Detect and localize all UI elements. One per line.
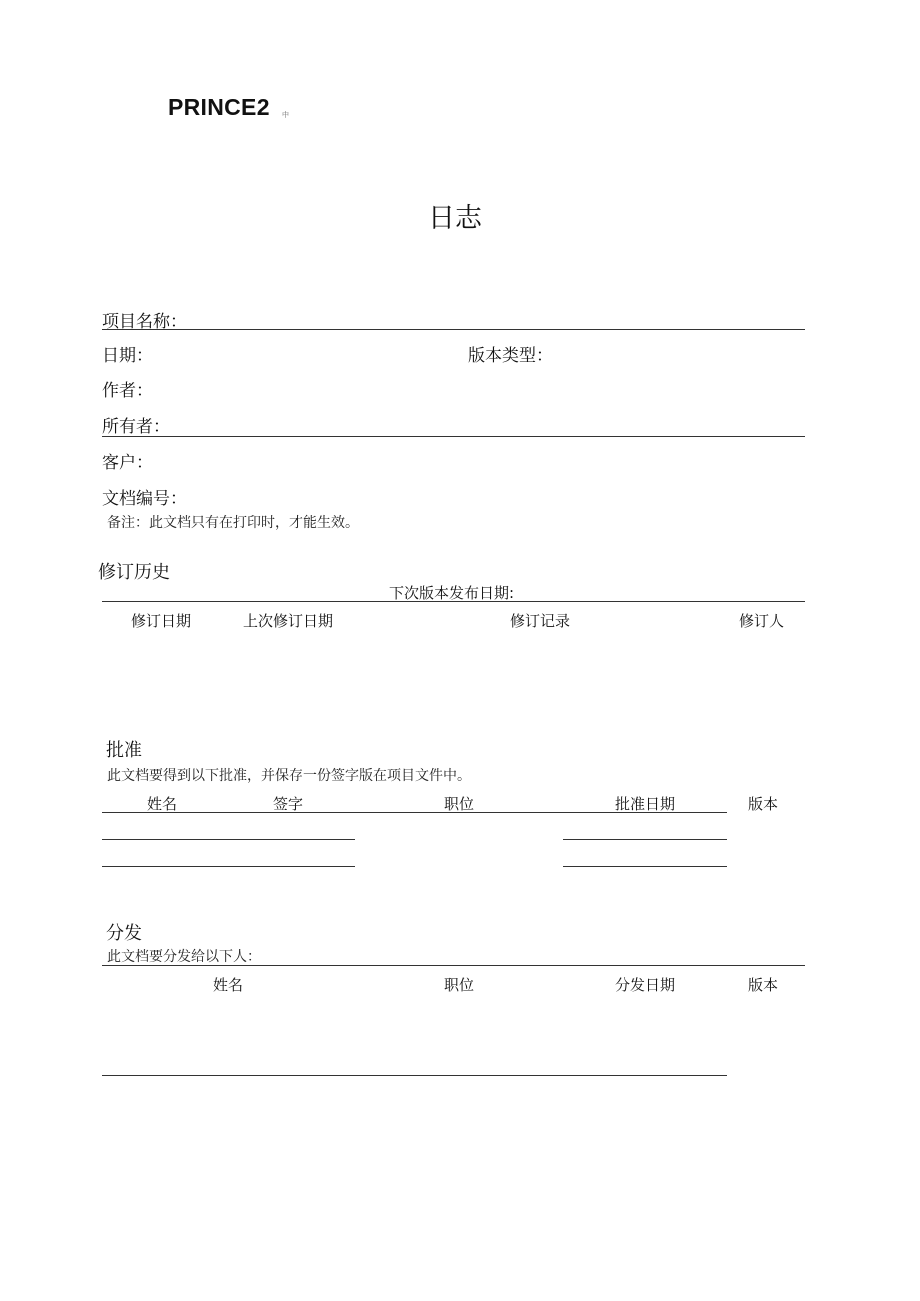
approval-description: 此文档要得到以下批准，并保存一份签字版在项目文件中。 [107, 768, 471, 784]
logo-text: PRINCE2 [168, 94, 270, 120]
revision-col-date: 修订日期 [131, 612, 192, 630]
signature-line [102, 866, 355, 867]
logo-mark: 中 [282, 111, 289, 119]
version-type-label: 版本类型： [468, 346, 553, 366]
divider-line [102, 601, 805, 602]
divider-line [102, 436, 805, 437]
date-line [563, 839, 727, 840]
author-label: 作者： [102, 381, 153, 401]
date-line [563, 866, 727, 867]
revision-col-reviser: 修订人 [739, 612, 785, 630]
approval-col-signature: 签字 [273, 795, 304, 813]
approval-heading: 批准 [106, 740, 142, 761]
revision-history-heading: 修订历史 [98, 562, 170, 583]
divider-line [102, 1075, 727, 1076]
approval-col-name: 姓名 [147, 795, 178, 813]
project-name-label: 项目名称： [102, 312, 187, 332]
distribution-description: 此文档要分发给以下人： [107, 949, 261, 965]
revision-col-record: 修订记录 [510, 612, 571, 630]
distribution-col-date: 分发日期 [615, 976, 676, 994]
distribution-col-version: 版本 [748, 976, 779, 994]
distribution-col-position: 职位 [444, 976, 475, 994]
owner-label: 所有者： [102, 417, 170, 437]
next-release-label: 下次版本发布日期: [389, 584, 515, 602]
divider-line [102, 965, 805, 966]
client-label: 客户： [102, 453, 153, 473]
divider-line [102, 812, 727, 813]
revision-col-prev-date: 上次修订日期 [243, 612, 334, 630]
print-note: 备注：此文档只有在打印时，才能生效。 [107, 515, 359, 531]
date-label: 日期： [102, 346, 153, 366]
document-title: 日志 [428, 203, 482, 234]
divider-line [102, 329, 805, 330]
approval-col-date: 批准日期 [615, 795, 676, 813]
doc-number-label: 文档编号： [102, 489, 187, 509]
signature-line [102, 839, 355, 840]
distribution-heading: 分发 [106, 923, 142, 944]
approval-col-version: 版本 [748, 795, 779, 813]
distribution-col-name: 姓名 [213, 976, 244, 994]
approval-col-position: 职位 [444, 795, 475, 813]
